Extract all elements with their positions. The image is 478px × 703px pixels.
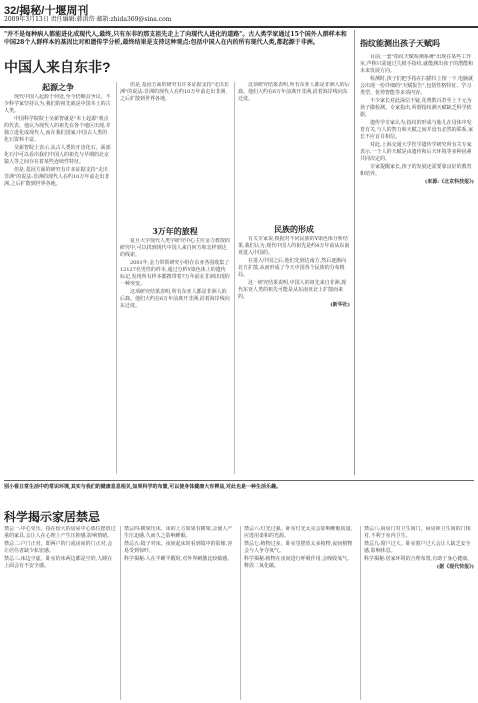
sidebar-paragraph: 专家提醒家长,孩子的发展还需要靠良好的教育和培养。	[360, 164, 472, 177]
article-paragraph: 这项研究结果表明,所有东亚人都是非洲人的后裔。他们大约在6万年前离开非洲,沿着海岸线向东迁徙。	[238, 82, 350, 102]
article-paragraph: 但是,基因方面的研究有许多证据支持"走出非洲"的说法:非洲的现代人在约10万年前走出非洲,之后扩散到世界各地。	[120, 82, 229, 102]
sidebar-source: (来源:《北京科技报》)	[424, 179, 474, 185]
article-subhead-journey: 3万年的旅程	[152, 226, 198, 236]
page-header	[0, 0, 478, 28]
sidebar-paragraph: 遗传学专家认为,指纹的形成与胎儿在母体中发育有关,与人的智力和天赋之间并没有必然的联系,家长不应盲目相信。	[360, 120, 474, 140]
bottom-paragraph: 禁忌五:镜子对床。夜间起床时看到镜中的影像,容易受到惊吓。	[124, 541, 233, 554]
bottom-paragraph: 禁忌七:植物过多。卧室里摆放太多植物,夜间植物会与人争夺氧气。	[244, 541, 353, 554]
sidebar-paragraph: 不少家长对此深信不疑,花费数百甚至上千元为孩子做检测。专家指出,所谓指纹测天赋缺乏科学依据。	[360, 98, 472, 118]
bottom-paragraph: 禁忌六:灯光过强。卧室灯光太亮会影响睡眠质量,应选用柔和的光源。	[244, 526, 353, 539]
bottom-paragraph: 科学揭秘:居家环境的合理布置,有助于身心健康。	[364, 556, 473, 562]
article-headline: 中国人来自东非?	[4, 59, 111, 75]
bottom-paragraph: 科学揭秘:人在半睡半醒时,对外界刺激比较敏感。	[124, 556, 233, 562]
column-divider	[240, 526, 241, 700]
article-column-1	[4, 94, 112, 474]
sidebar-title: 指纹能测出孩子天赋吗	[360, 38, 440, 48]
bottom-column-2	[124, 526, 236, 700]
article-paragraph: 复旦大学现代人类学研究中心主任金力教授的研究中,可以找到现代中国人来自何方和怎样到达的线索。	[120, 238, 230, 258]
column-divider	[120, 526, 121, 700]
article-source: (新华社)	[330, 302, 350, 308]
article-paragraph: 这一研究结果说明,中国人的祖先来自非洲,现代东亚人类的祖先可能是从东南亚北上扩散而来的。	[238, 280, 347, 300]
bottom-column-3	[244, 526, 356, 700]
bottom-lead: 别小看日常生活中的常识环境,其实与我们的健康息息相关,如果科学的布置,可以使身体健康大有裨益,对此也是一种生活乐趣。	[4, 484, 281, 490]
column-divider	[360, 526, 361, 700]
bottom-headline: 科学揭示家居禁忌	[4, 510, 101, 524]
sidebar-article	[360, 54, 474, 472]
column-divider	[234, 82, 235, 474]
article-subhead-origin: 起源之争	[42, 82, 74, 92]
bottom-paragraph: 禁忌三:床边空虚。卧室的床两边都是空的,人睡在上面会有不安全感。	[4, 556, 113, 569]
section-divider	[4, 480, 474, 481]
article-column-2a	[120, 82, 230, 222]
sidebar-paragraph: 检测时,孩子们把手指在扫描仪上按一下,电脑就会出现一份详细的"天赋报告",包括性格特征、学习类型、优势智能等多项内容。	[360, 76, 474, 96]
bottom-paragraph: 科学揭秘:植物在夜间进行呼吸作用,会吸收氧气、释放二氧化碳。	[244, 556, 353, 569]
sidebar-paragraph: 目前,一套"指纹天赋检测系统"出现在某些工作室,声称只需通过几根手指纹,就能测出孩子的潜能和未来发展方向。	[360, 54, 474, 74]
article-paragraph: 2001年,金力带领研究小组在东亚各国收集了12127名男性的样本,通过分析Y染色体上的遗传标记,发现所有样本都携带着7万年前在非洲出现的一种突变。	[120, 260, 230, 287]
article-column-3b	[238, 236, 350, 474]
bottom-paragraph: 禁忌八:厨房门对卫生间门。厨房和卫生间的门相对,不利于室内卫生。	[364, 526, 471, 539]
article-paragraph: 中国科学院院士吴新智就是"本土起源"观点的代表。他认为现代人的祖先在各个地区出现,并独立进化成现代人,而在我们国家,中国古人类的化石资料丰富。	[4, 116, 111, 143]
section-title: 32/揭秘/十堰周刊	[4, 5, 89, 17]
bottom-column-4	[364, 526, 474, 700]
bottom-column-1	[4, 526, 116, 700]
bottom-paragraph: 禁忌九:窗户过大。卧室窗户过大会让人缺乏安全感,影响休息。	[364, 541, 471, 554]
article-paragraph: 吴新智院士表示,从古人类的牙齿化石、面部化石中可以看出我们中国人的祖先与早期的北京猿人等之间存在着某些连续性特征。	[4, 145, 111, 165]
article-paragraph: 在进入中国之后,他们先到达南方,然后逐渐向北方扩散,从而形成了今天中国各个民族的分布格局。	[238, 258, 347, 278]
bottom-source: (据《现代快报》)	[436, 564, 474, 570]
sidebar-paragraph: 对此,上海交通大学医学遗传学研究所有关专家表示,一个人的天赋是由遗传和后天环境等多种因素共同决定的。	[360, 142, 472, 162]
column-divider	[116, 82, 117, 474]
bottom-paragraph: 禁忌一:中心受压。指在较大的房屋中心部位摆放过重的家具,会让人在心理上产生压抑感,影响情绪。	[4, 526, 116, 539]
article-subhead-ethnic: 民族的形成	[274, 224, 314, 234]
bottom-paragraph: 禁忌四:横梁压床。床的上方如果有横梁,会使人产生压迫感,久而久之影响睡眠。	[124, 526, 233, 539]
lead-paragraph: "并不是每种病人都能进化成现代人,最终,只有东非的那支祖先走上了向现代人进化的道路"。古人类学家通过15个国外人群样本和中国28个人群样本的基因比对和遗传学分析,最终结果是支持这种观点:包括中国人在内的所有现代人类,都起源于非洲。	[4, 31, 347, 46]
article-paragraph: 这项研究结果表明,所有东亚人都是非洲人的后裔。他们大约在6万年前离开非洲,沿着海岸线向东迁徙。	[120, 289, 230, 309]
article-column-2b	[120, 238, 230, 474]
bottom-paragraph: 禁忌二:户门正对。即两户的门或房间的门正对,会让居住者缺少私密感。	[4, 541, 113, 554]
article-paragraph: 有关专家说,根据对不同民族的Y染色体分析结果,我们认为,现代中国人的祖先是约4万年前从东南亚进入中国的。	[238, 236, 350, 256]
page-info: 2009年3月13日 责任编辑:韩洪岱 邮箱:zhida369@sina.com	[4, 16, 172, 23]
article-column-3a	[238, 82, 350, 220]
article-paragraph: 但是,基因方面的研究有许多证据支持"走出非洲"的说法:非洲的现代人在约10万年前走出非洲,之后扩散到世界各地。	[4, 167, 110, 187]
article-paragraph: 现代中国人起源于何处,至今仍颇具争议。不少科学家坚持认为,我们的祖先就是中国本土的古人类。	[4, 94, 111, 114]
